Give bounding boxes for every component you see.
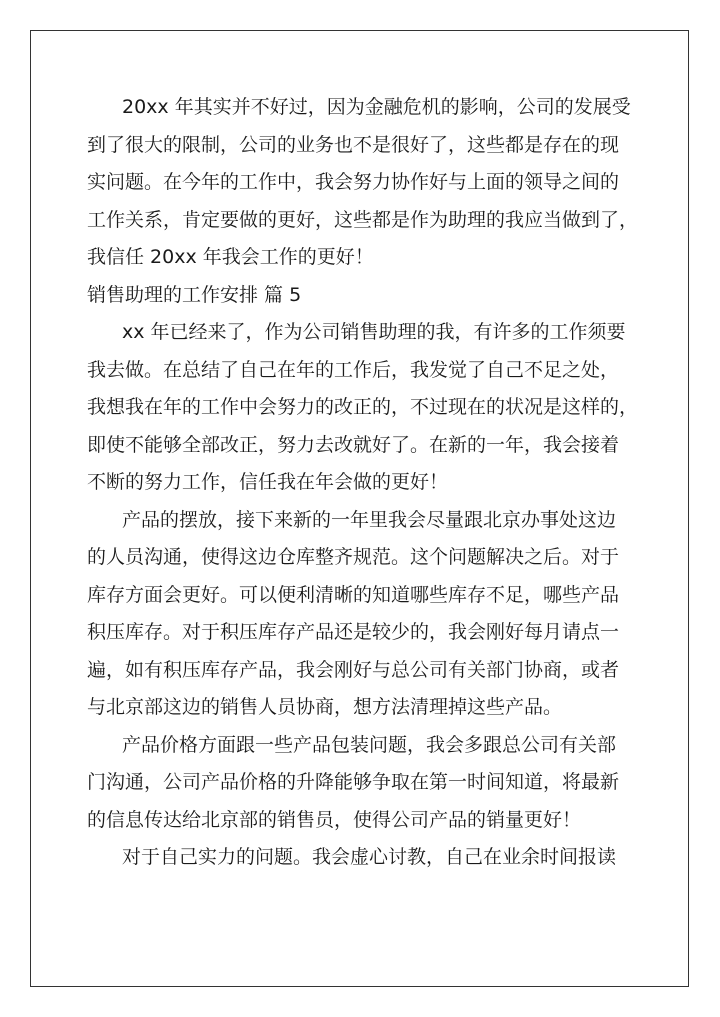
text-line: 我想我在年的工作中会努力的改正的，不过现在的状况是这样的， xyxy=(87,396,639,418)
paragraph xyxy=(87,839,617,877)
paragraph xyxy=(87,314,639,502)
paragraph xyxy=(87,502,620,727)
text-line: 即使不能够全部改正，努力去改就好了。在新的一年，我会接着 xyxy=(87,433,620,456)
text-line: xx 年已经来了，作为公司销售助理的我，有许多的工作须要 xyxy=(122,321,626,343)
paragraph xyxy=(87,727,620,840)
section-heading: 销售助理的工作安排 篇 5 xyxy=(87,283,302,306)
text-line: 与北京部这边的销售人员协商，想方法清理掉这些产品。 xyxy=(87,696,563,718)
text-line: 对于自己实力的问题。我会虚心讨教，自己在业余时间报读 xyxy=(122,846,617,868)
text-line: 门沟通，公司产品价格的升降能够争取在第一时间知道，将最新 xyxy=(87,771,620,793)
text-line: 我信任 20xx 年我会工作的更好！ xyxy=(87,246,374,268)
text-line: 实问题。在今年的工作中，我会努力协作好与上面的领导之间的 xyxy=(87,171,620,193)
text-line: 到了很大的限制，公司的业务也不是很好了，这些都是存在的现 xyxy=(87,133,620,156)
text-line: 工作关系，肯定要做的更好，这些都是作为助理的我应当做到了， xyxy=(87,208,639,231)
text-line: 遍，如有积压库存产品，我会刚好与总公司有关部门协商，或者 xyxy=(87,658,620,681)
document-body xyxy=(87,89,639,877)
text-line: 20xx 年其实并不好过，因为金融危机的影响，公司的发展受 xyxy=(122,96,631,118)
text-line: 的人员沟通，使得这边仓库整齐规范。这个问题解决之后。对于 xyxy=(87,546,620,568)
text-line: 积压库存。对于积压库存产品还是较少的，我会刚好每月请点一 xyxy=(87,621,620,643)
text-line: 产品的摆放，接下来新的一年里我会尽量跟北京办事处这边 xyxy=(122,508,617,531)
paragraph xyxy=(87,89,639,277)
text-line: 库存方面会更好。可以便利清晰的知道哪些库存不足，哪些产品 xyxy=(87,583,620,606)
text-line: 不断的努力工作，信任我在年会做的更好！ xyxy=(87,471,449,493)
text-line: 产品价格方面跟一些产品包装问题，我会多跟总公司有关部 xyxy=(122,733,617,756)
text-line: 的信息传达给北京部的销售员，使得公司产品的销量更好！ xyxy=(87,808,582,831)
text-line: 我去做。在总结了自己在年的工作后，我发觉了自己不足之处， xyxy=(87,358,620,381)
